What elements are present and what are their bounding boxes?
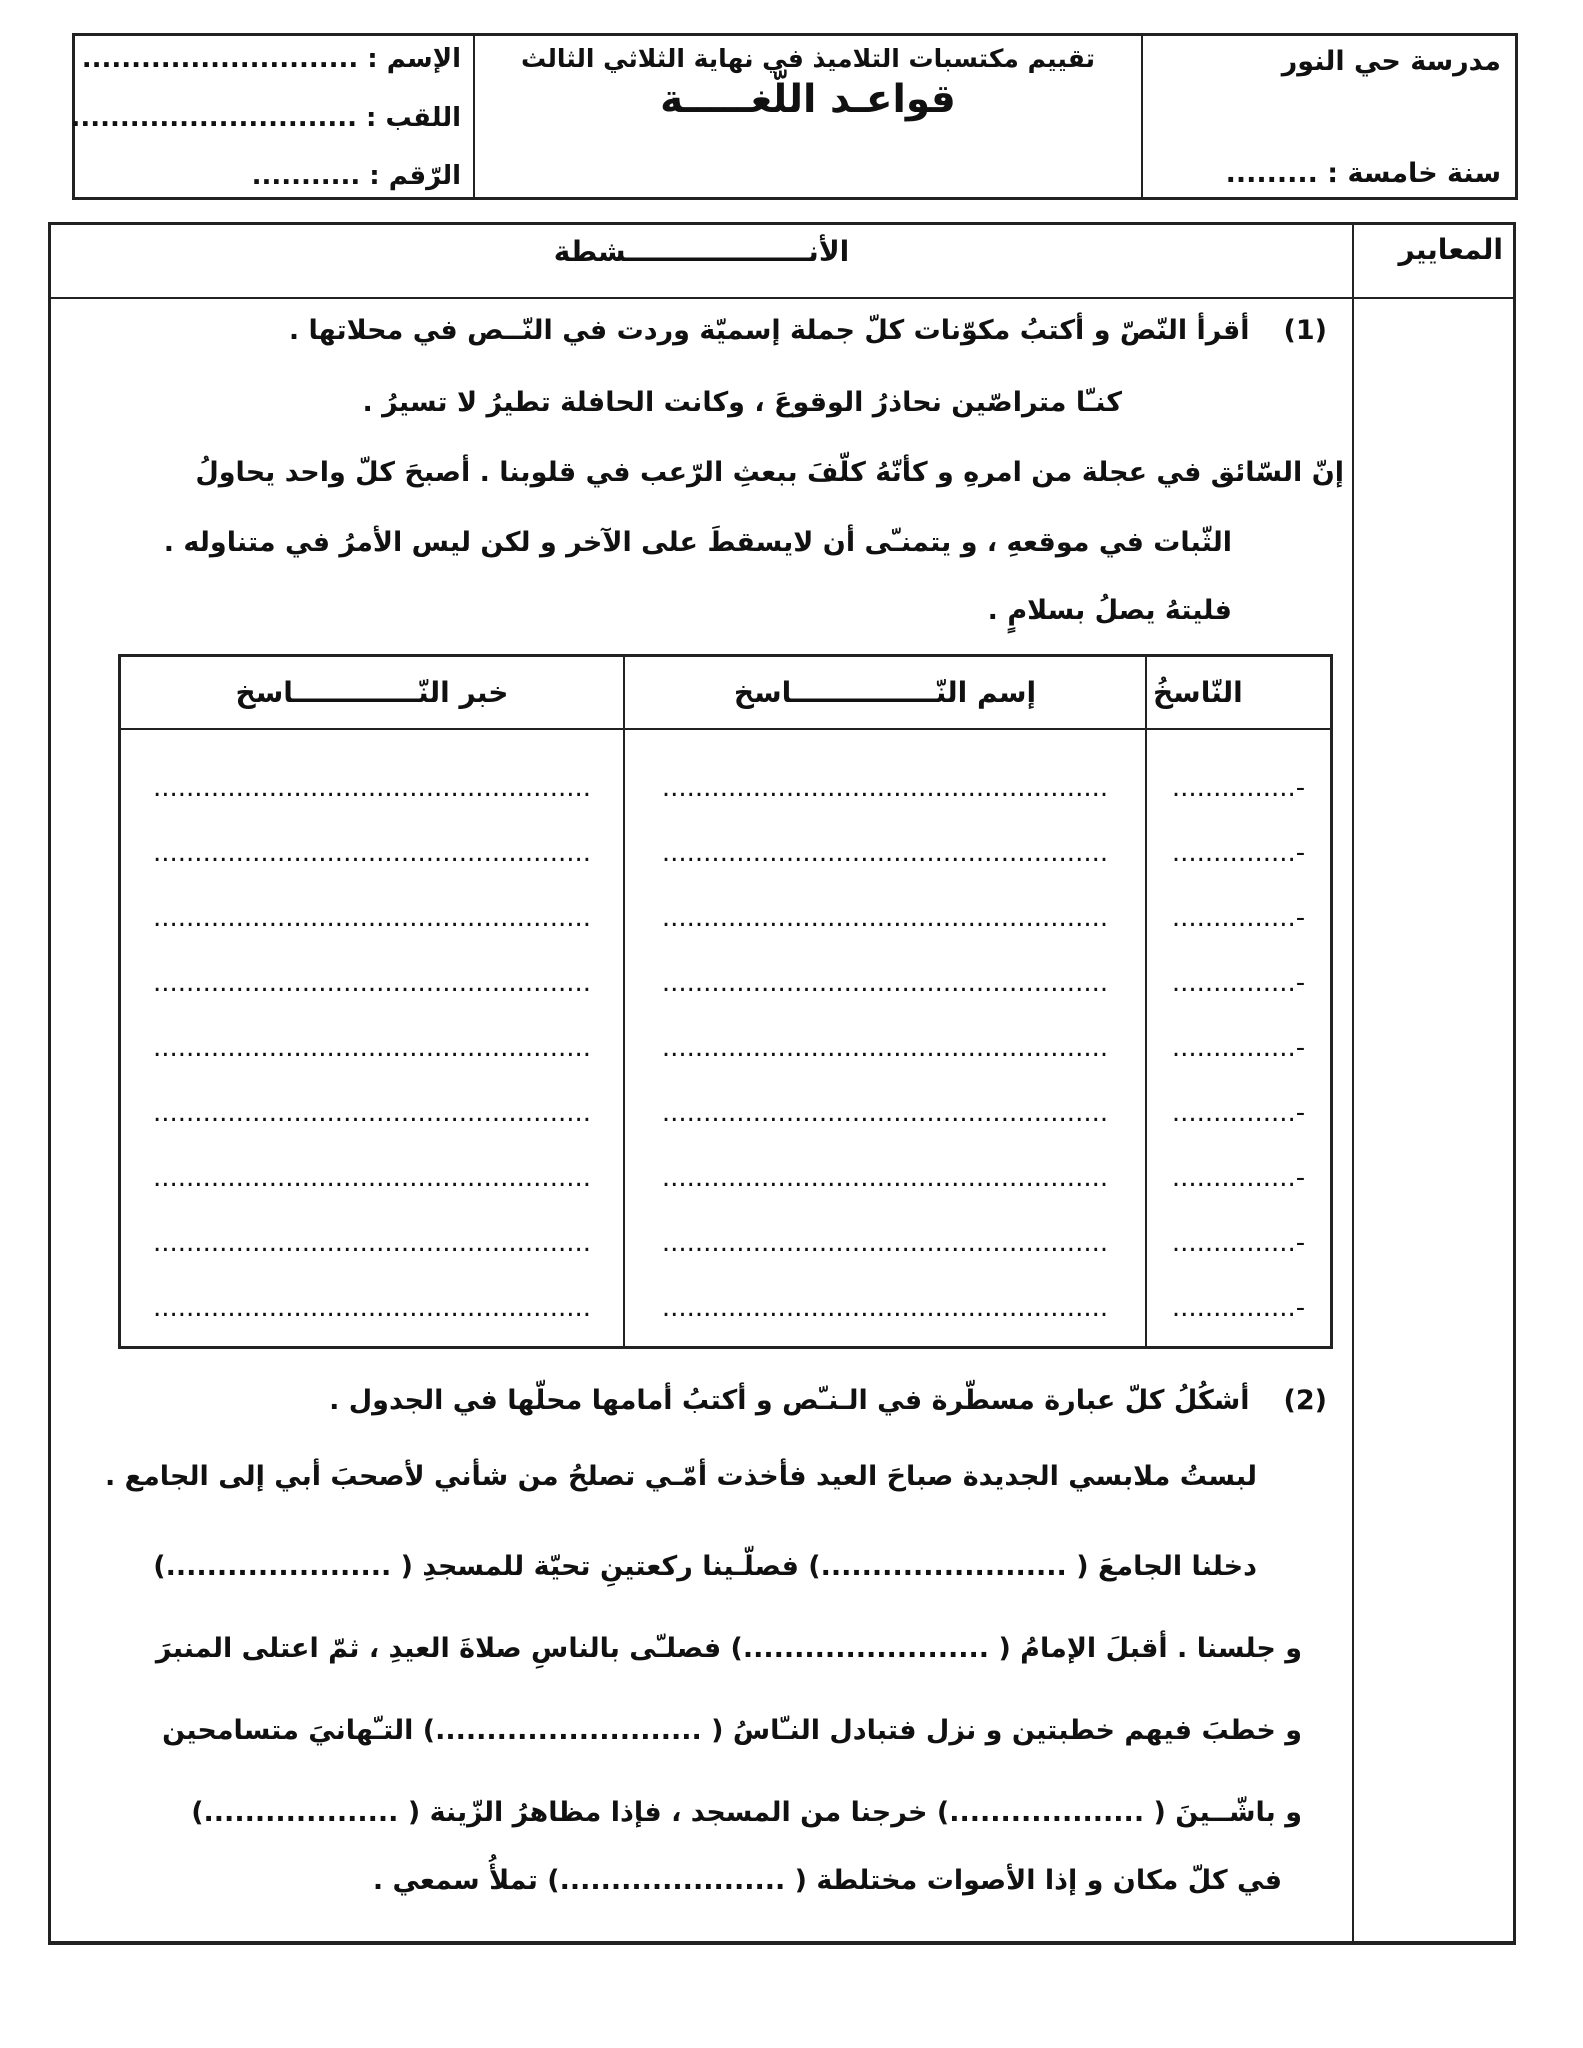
activity1-text-line: الثّبات في موقعهِ ، و يتمنـّى أن لايسقطَ على الآخر و لكن ليس الأمرُ في متناوله . — [163, 527, 1232, 558]
activity1-marker: (1) — [1283, 315, 1327, 346]
activity2-text-line: و جلسنا . أقبلَ الإمامُ ( ........................) فصلـّى بالناسِ صلاةَ العيدِ ، ثمّ اعتلى المنبرَ — [155, 1633, 1302, 1664]
answer-blank: -............... — [1171, 1293, 1306, 1323]
answer-blank: ...................................................... — [661, 1033, 1109, 1063]
activities-body — [51, 299, 1352, 1941]
answer-blank: ..................................................... — [152, 1163, 592, 1193]
answer-blank: -............... — [1171, 968, 1306, 998]
last-name-line: اللقب : ............................. — [70, 102, 461, 133]
activity1-text-line: كنـّا متراصّين نحاذرُ الوقوعَ ، وكانت الحافلة تطيرُ لا تسيرُ . — [362, 387, 1122, 418]
activities-header: الأنـــــــــــــــــــشطة — [51, 225, 1352, 299]
answer-blank: -............... — [1171, 1098, 1306, 1128]
naskh-answer-cell — [1145, 730, 1330, 1346]
answer-blank: -............... — [1171, 1228, 1306, 1258]
khabar-answer-cell — [121, 730, 623, 1346]
school-name: مدرسة حي النور — [1281, 46, 1501, 77]
answer-blank: ...................................................... — [661, 968, 1109, 998]
answer-blank: ..................................................... — [152, 1098, 592, 1128]
ism-answer-cell — [623, 730, 1145, 1346]
answer-blank: ...................................................... — [661, 1163, 1109, 1193]
activity2-text-line: و خطبَ فيهم خطبتين و نزل فتبادل النـّاسُ ( ..........................) التـّهانيَ متسامحين — [162, 1715, 1302, 1746]
activity1-instruction: أقرأ النّصّ و أكتبُ مكوّنات كلّ جملة إسميّة وردت في النّــص في محلاتها . — [288, 315, 1250, 346]
activity2-text-line: في كلّ مكان و إذا الأصوات مختلطة ( ......................) تملأُ سمعي . — [372, 1865, 1282, 1896]
answer-blank: ...................................................... — [661, 773, 1109, 803]
answer-blank: ..................................................... — [152, 1033, 592, 1063]
criteria-header: المعايير — [1354, 225, 1513, 299]
answer-blank: ...................................................... — [661, 903, 1109, 933]
title-cell — [473, 36, 1143, 197]
column-header-ism: إسم النّـــــــــــــــاسخ — [623, 657, 1145, 728]
answer-blank: -............... — [1171, 1033, 1306, 1063]
grade-line: سنة خامسة : ......... — [1225, 158, 1501, 189]
answer-table-body-row — [121, 730, 1330, 1346]
activity2-instruction-line — [329, 1381, 1327, 1421]
number-line: الرّقم : ........... — [251, 161, 461, 191]
activity2-instruction: أشكُلُ كلّ عبارة مسطّرة في الـنـّص و أكتبُ أمامها محلّها في الجدول . — [329, 1385, 1250, 1416]
column-header-naskh: النّاسخُ — [1145, 657, 1330, 728]
answer-blank: ..................................................... — [152, 903, 592, 933]
header-table — [72, 33, 1518, 200]
naskh-answer-table — [118, 654, 1333, 1349]
answer-blank: -............... — [1171, 903, 1306, 933]
answer-blank: ..................................................... — [152, 838, 592, 868]
activity2-text-line: و باشّــينَ ( ...................) خرجنا من المسجد ، فإذا مظاهرُ الزّينة ( ...................) — [191, 1797, 1302, 1828]
answer-blank: ...................................................... — [661, 1293, 1109, 1323]
answer-blank: ..................................................... — [152, 968, 592, 998]
criteria-column — [1352, 225, 1513, 1941]
activity2-marker: (2) — [1283, 1385, 1327, 1416]
answer-blank: -............... — [1171, 1163, 1306, 1193]
answer-blank: ...................................................... — [661, 1098, 1109, 1128]
answer-table-header-row — [121, 657, 1330, 730]
answer-blank: -............... — [1171, 773, 1306, 803]
main-table — [48, 222, 1516, 1945]
activities-column — [51, 225, 1352, 1941]
activity1-instruction-line — [289, 311, 1327, 351]
answer-blank: ...................................................... — [661, 1228, 1109, 1258]
school-cell — [1143, 36, 1515, 197]
activity2-text-line: لبستُ ملابسي الجديدة صباحَ العيد فأخذت أمّـي تصلحُ من شأني لأصحبَ أبي إلى الجامع . — [104, 1461, 1257, 1492]
answer-blank: ...................................................... — [661, 838, 1109, 868]
first-name-line: الإسم : ............................ — [81, 44, 461, 74]
activity1-text-line: إنّ السّائق في عجلة من امرهِ و كأنّهُ كلّفَ ببعثِ الرّعب في قلوبنا . أصبحَ كلّ واحد يحاولُ — [195, 457, 1344, 488]
criteria-empty-cell — [1354, 299, 1513, 1941]
activity2-text-line: دخلنا الجامعَ ( ........................) فصلّـينا ركعتينِ تحيّة للمسجدِ ( ......................) — [153, 1551, 1257, 1582]
student-cell — [70, 36, 473, 197]
answer-blank: ..................................................... — [152, 1293, 592, 1323]
answer-blank: ..................................................... — [152, 1228, 592, 1258]
column-header-khabar: خبر النّـــــــــــــاسخ — [235, 676, 509, 709]
activity1-text-line: فليتهُ يصلُ بسلامٍ . — [987, 595, 1232, 626]
answer-blank: ..................................................... — [152, 773, 592, 803]
subject-title: قواعـد اللّغـــــة — [660, 77, 956, 122]
answer-blank: -............... — [1171, 838, 1306, 868]
exam-description: تقييم مكتسبات التلاميذ في نهاية الثلاثي الثالث — [521, 44, 1095, 73]
